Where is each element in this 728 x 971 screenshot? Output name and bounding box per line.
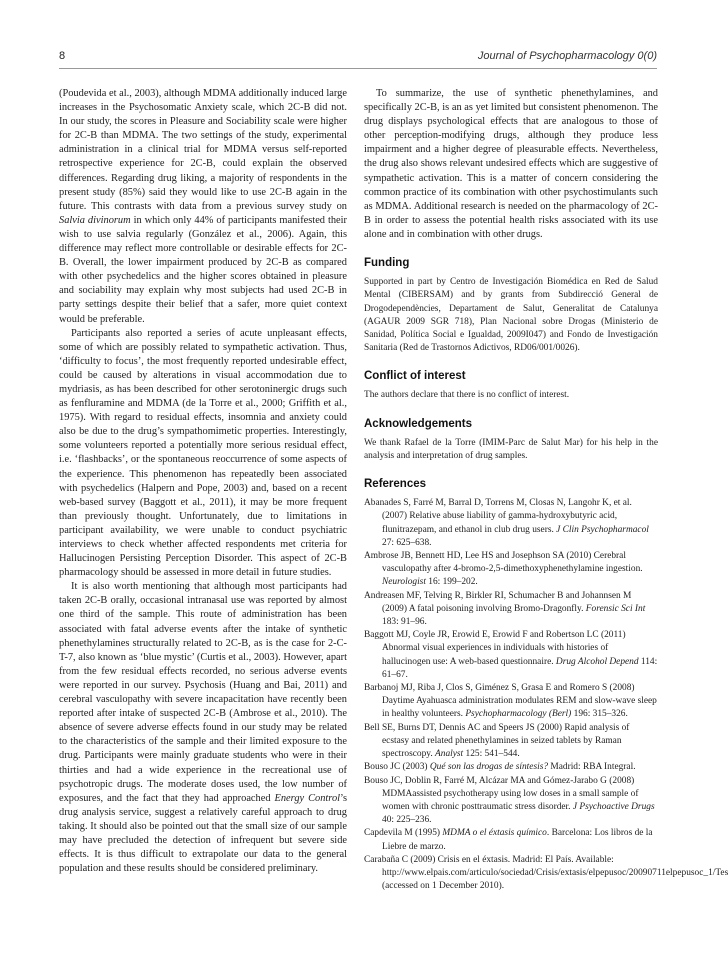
section-heading-acknowledgements: Acknowledgements [364,417,472,430]
acknowledgements-text: We thank Rafael de la Torre (IMIM-Parc de Salut Mar) for his help in the analysis and interpretation of drug samples. [364,437,658,461]
reference-item: Capdevila M (1995) MDMA o el éxtasis químico. Barcelona: Los libros de la Liebre de marzo. [364,828,653,852]
right-column [364,87,728,893]
reference-item: Ambrose JB, Bennett HD, Lee HS and Josephson SA (2010) Cerebral vasculopathy after 4-bromo-2,5-dimethoxyphenethylamine ingestion. Neurologist 16: 199–202. [364,551,643,588]
section-heading-conflict: Conflict of interest [364,370,466,383]
reference-item: Abanades S, Farré M, Barral D, Torrens M, Closas N, Langohr K, et al. (2007) Relative abuse liability of gamma-hydroxybutyric acid, flunitrazepam, and ethanol in club drug users. J Clin Psychopharmacol 27: 625–638. [364,498,649,548]
paragraph: To summarize, the use of synthetic phenethylamines, and specifically 2C-B, is an as yet limited but consistent phenomenon. The drug displays psychological effects that are analogous to those of other perception-modifying drugs, although they produce less impairment and a higher degree of pleasurable effects. Nevertheless, the drug also shows relevant undesired effects which are suggestive of sympathetic activation. This is a matter of concern considering the common practice of its combination with other psychostimulants such as MDMA. Additional research is needed on the pharmacology of 2C-B in order to assess the potential health risks associated with its use alone and in combination with other drugs. [364,88,658,240]
paragraph: (Poudevida et al., 2003), although MDMA additionally induced large increases in the Psychosomatic Anxiety scale, which 2C-B did not. In our study, the scores in Pleasure and Sociability scale were higher for 2C-B than MDMA. The two settings of the study, experimental administration in a clinical trial for MDMA versus self-reported retrospective experience for 2C-B, could explain the observed differences. Regarding drug liking, a majority of respondents in the present study (85%) said they would like to use 2C-B again in the future. This contrasts with data from a previous survey study on Salvia divinorum in which only 44% of participants manifested their wish to use salvia regularly (González et al., 2006). Again, this difference may reflect more controllable or desirable effects for 2C-B. Overall, the lower impairment produced by 2C-B as compared with other psychedelics and the higher scores obtained in pleasure and sociability may explain why most subjects had used 2C-B in party settings despite their belief that a safer, more quiet context would be preferable. [59,88,347,325]
reference-item: Bouso JC, Doblin R, Farré M, Alcázar MA and Gómez-Jarabo G (2008) MDMAassisted psychotherapy using low doses in a small sample of women with chronic posttraumatic stress disorder. J Psychoactive Drugs 40: 225–236. [364,775,655,826]
reference-item: Baggott MJ, Coyle JR, Erowid E, Erowid F and Robertson LC (2011) Abnormal visual experiences in individuals with histories of hallucinogen use: A web-based questionnaire. Drug Alcohol Depend 114: 61–67. [364,630,658,680]
page-number: 8 [59,50,66,62]
conflict-text: The authors declare that there is no conflict of interest. [364,390,570,401]
journal-title: Journal of Psychopharmacology 0(0) [477,50,657,62]
section-heading-funding: Funding [364,257,410,270]
paragraph: It is also worth mentioning that although most participants had taken 2C-B orally, occasional intranasal use was reported by almost one third of the sample. This route of administration has been associated with fatal adverse events after the intake of synthetic phenethylamines structurally related to 2C-B, as is the case for 2-C-T-7, also known as ‘blue mystic’ (Curtis et al., 2003). However, apart from the few residual effects recorded, no serious adverse events were reported in our survey. Psychosis (Huang and Bai, 2011) and cerebral vasculopathy with severe incapacitation have recently been reported after intake of suspected 2C-B (Ambrose et al., 2010). The absence of severe adverse effects found in our study may be related to the characteristics of the sample and their limited exposure to the drug. Participants were mainly graduate students who were in their thirties and had a wide experience in the recreational use of psychotropic drugs. The moderate doses used, the low number of exposures, and the fact that they had approached Energy Control’s drug analysis service, suggest a relatively careful approach to drug taking. It should also be pointed out that the small size of our sample may have precluded the detection of infrequent but severe side effects. It is thus difficult to extrapolate our data to the general population and these results should be considered preliminary. [59,581,347,875]
reference-item: Carabaña C (2009) Crisis en el éxtasis. Madrid: El País. Available: http://www.elpais.com/articulo/sociedad/Crisis/extasis/elpepusoc/20090711elpepusoc_1/Tes (accessed on 1 December 2010). [364,854,728,892]
reference-item: Bouso JC (2003) Qué son las drogas de síntesis? Madrid: RBA Integral. [364,762,636,773]
paragraph: Participants also reported a series of acute unpleasant effects, some of which are possibly related to sympathetic activation. Thus, ‘difficulty to focus’, the most frequently reported undesirable effect, could be caused by alterations in visual accommodation due to mydriasis, as has been described for other serotoninergic drugs such as fenfluramine and MDMA (de la Torre et al., 2000; Griffith et al., 1975). With regard to residual effects, insomnia and anxiety could also be due to the drug’s sympathomimetic properties. Interestingly, some volunteers reported a potentially more serious residual effect, i.e. ‘flashbacks’, or the spontaneous reoccurrence of some aspects of the experience. This phenomenon has repeatedly been associated with psychedelics (Halpern and Pope, 2003) and, based on a recent web-based survey (Baggott et al., 2011), it may be more frequent than previously thought. Unfortunately, due to limitations in participant availability, we were unable to conduct psychiatric interviews to check whether affected respondents met criteria for Hallucinogen Persisting Perception Disorder. This aspect of 2C-B pharmacology should be assessed in more detail in future studies. [59,327,347,579]
section-heading-references: References [364,478,427,491]
header-rule [59,68,657,69]
reference-list [364,497,728,893]
funding-text: Supported in part by Centro de Investigación Biomédica en Red de Salud Mental (CIBERSAM) and by grants from Subdirecció General de Drogodependències, Departament de Salut, Generalitat de Catalunya (AGAUR 2009 SGR 718), Plan Nacional sobre Drogas (Ministerio de Sanidad, Política Social e Igualdad, 2009I047) and Fondo de Investigación Sanitaria (Red de Trastornos Adictivos, RD06/001/0026). [364,277,658,354]
running-header [59,50,657,68]
reference-item: Barbanoj MJ, Riba J, Clos S, Giménez S, Grasa E and Romero S (2008) Daytime Ayahuasca administration modulates REM and slow-wave sleep in healthy volunteers. Psychopharmacology (Berl) 196: 315–326. [364,683,657,720]
reference-item: Bell SE, Burns DT, Dennis AC and Speers JS (2000) Rapid analysis of ecstasy and related phenethylamines in seized tablets by Raman spectroscopy. Analyst 125: 541–544. [364,722,630,760]
left-column [59,87,347,876]
reference-item: Andreasen MF, Telving R, Birkler RI, Schumacher B and Johannsen M (2009) A fatal poisoning involving Bromo-Dragonfly. Forensic Sci Int 183: 91–96. [364,590,646,628]
